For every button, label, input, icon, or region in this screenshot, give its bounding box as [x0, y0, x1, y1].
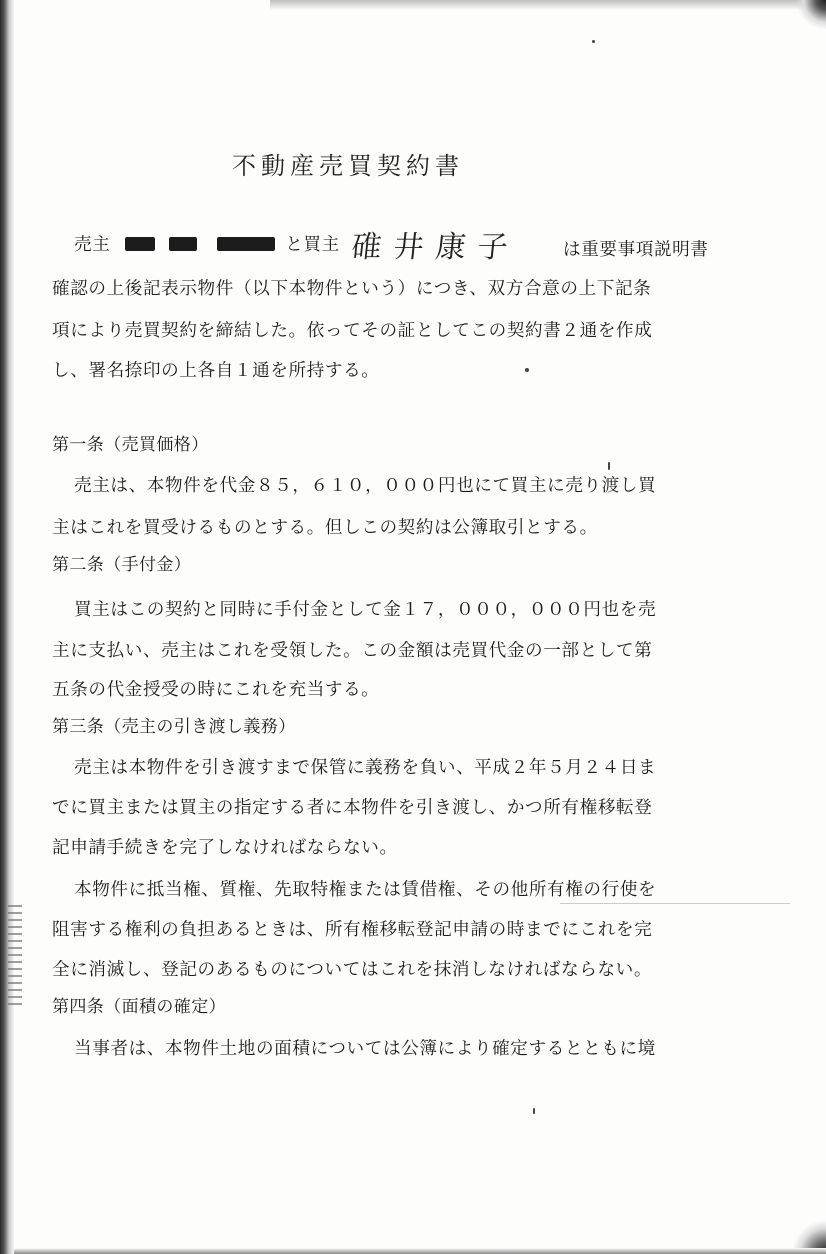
buyer-handwritten-name: 碓井康子	[349, 230, 522, 265]
intro-line-1	[74, 231, 340, 256]
redacted-seller-name-part-2	[169, 237, 197, 251]
intro-line-4: し、署名捺印の上各自１通を所持する。	[52, 361, 380, 381]
article-3-line-5: 阻害する権利の負担あるときは、所有権移転登記申請の時までにこれを完	[52, 920, 653, 940]
scan-speck	[525, 368, 529, 372]
intro-line-2: 確認の上後記表示物件（以下本物件という）につき、双方合意の上下記条	[52, 279, 652, 299]
redacted-seller-name-part-1	[125, 237, 155, 251]
scan-speck	[533, 1108, 535, 1114]
scan-speck	[608, 462, 610, 470]
binding-hole-marks	[8, 905, 22, 1005]
page-top-edge-shadow	[270, 0, 826, 10]
article-4-heading: 第四条（面積の確定）	[52, 997, 226, 1017]
article-2-line-3: 五条の代金授受の時にこれを充当する。	[52, 680, 380, 700]
scan-speck	[592, 40, 595, 43]
article-3-line-3: 記申請手続きを完了しなければならない。	[52, 838, 398, 858]
document-title: 不動産売買契約書	[232, 152, 464, 180]
article-2-heading: 第二条（手付金）	[52, 555, 192, 575]
article-3-heading: 第三条（売主の引き渡し義務）	[52, 717, 296, 737]
article-3-line-1: 売主は本物件を引き渡すまで保管に義務を負い、平成２年５月２４日ま	[74, 758, 657, 778]
seller-label: 売主	[74, 235, 111, 255]
intro-line-1-tail: は重要事項説明書	[563, 240, 709, 260]
article-3-line-4: 本物件に抵当権、質権、先取特権または賃借権、その他所有権の行使を	[74, 880, 657, 900]
article-1-line-1: 売主は、本物件を代金８５，６１０，０００円也にて買主に売り渡し買	[74, 476, 657, 496]
article-2-line-2: 主に支払い、売主はこれを受領した。この金額は売買代金の一部として第	[52, 641, 653, 661]
article-1-heading: 第一条（売買価格）	[52, 435, 209, 455]
redacted-seller-name-part-3	[217, 237, 275, 251]
page-bottom-edge-shadow	[14, 1248, 826, 1254]
page-corner-curl-bottom	[782, 1206, 826, 1254]
article-3-line-2: でに買主または買主の指定する者に本物件を引き渡し、かつ所有権移転登	[52, 798, 653, 818]
article-3-line-6: 全に消滅し、登記のあるものについてはこれを抹消しなければならない。	[52, 960, 653, 980]
article-4-line-1: 当事者は、本物件土地の面積については公簿により確定するとともに境	[74, 1039, 656, 1059]
intro-line-3: 項により売買契約を締結した。依ってその証としてこの契約書２通を作成	[52, 321, 653, 341]
page-left-edge-shadow	[0, 0, 14, 1254]
page-corner-curl-top	[790, 0, 826, 40]
and-buyer-label: と買主	[285, 235, 340, 255]
article-1-line-2: 主はこれを買受けるものとする。但しこの契約は公簿取引とする。	[52, 518, 598, 538]
faint-scan-line	[560, 903, 790, 904]
article-2-line-1: 買主はこの契約と同時に手付金として金１７，０００，０００円也を売	[74, 600, 657, 620]
